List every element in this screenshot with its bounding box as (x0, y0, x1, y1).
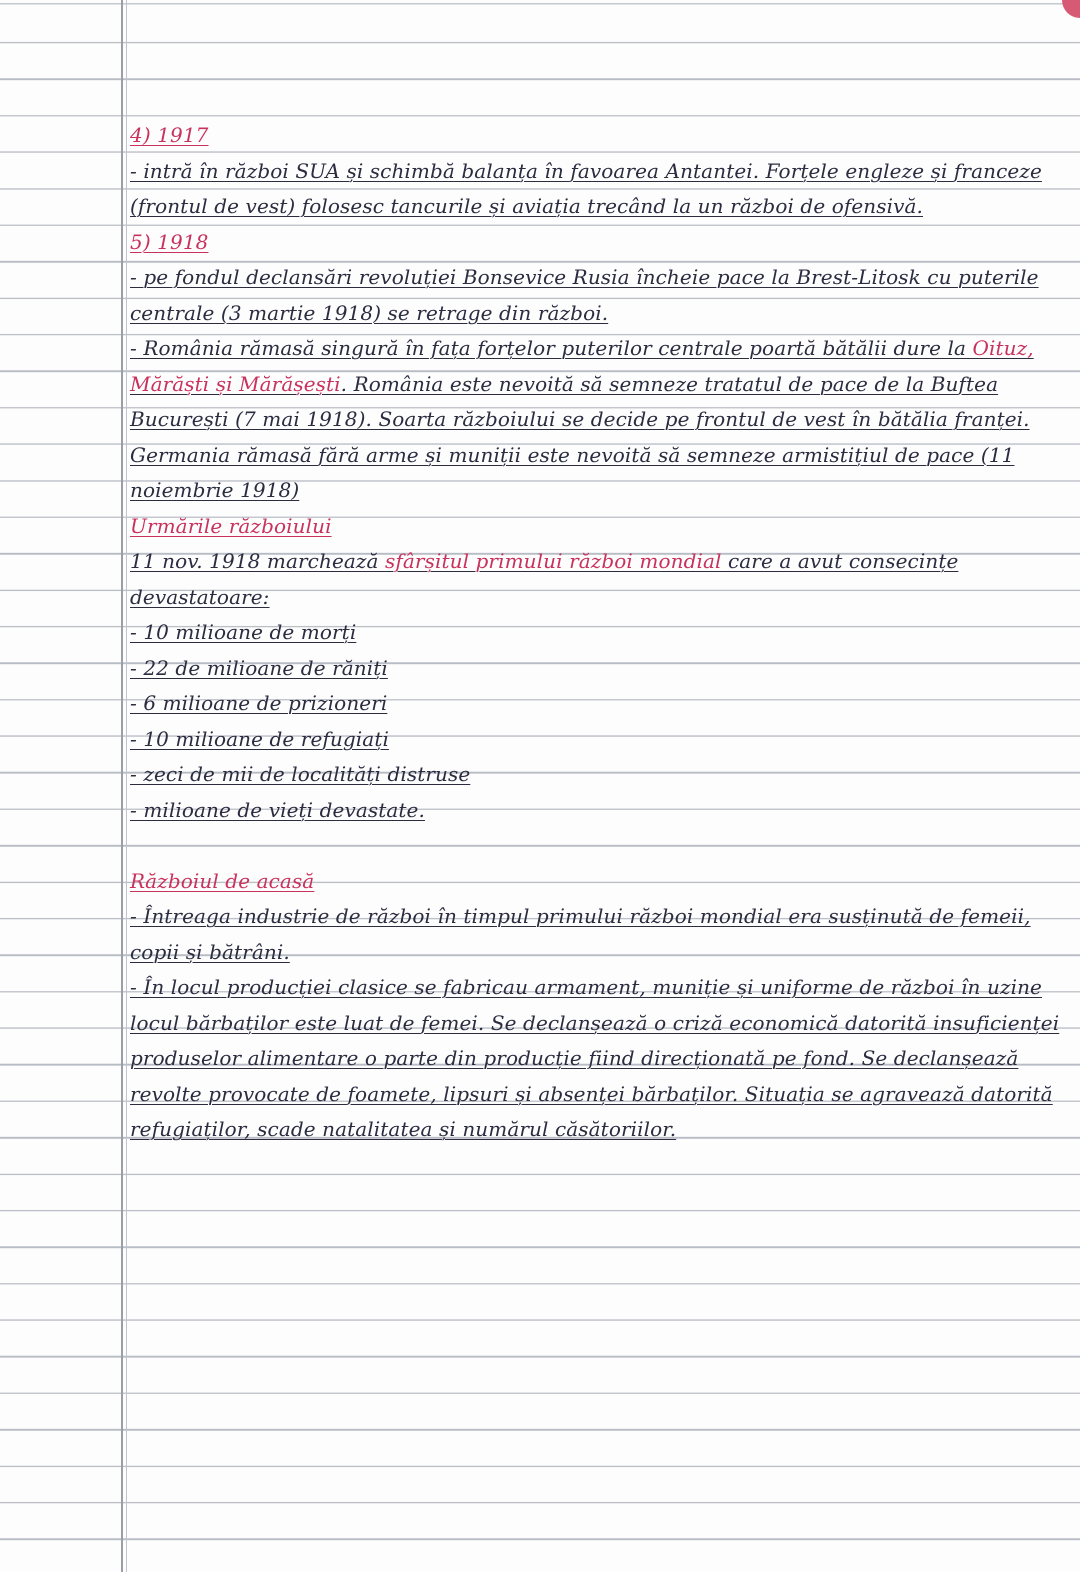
page-corner (1062, 0, 1080, 18)
urmari-highlight: sfârșitul primului război mondial (385, 549, 722, 573)
urmari-end: care a avut consecințe devastatoare: (130, 549, 959, 609)
list-item: - 22 de milioane de răniți (130, 655, 388, 680)
blank-line (130, 828, 1065, 864)
consequences-list (130, 615, 1065, 828)
paragraph-acasa-1: - Întreaga industrie de război în timpul primului război mondial era susținută de femeii, copii și bătrâni. (130, 904, 1031, 964)
battle-places: Oituz, Mărăști și Mărășești (130, 336, 1034, 396)
heading-urmari: Urmările războiului (130, 513, 332, 538)
heading-acasa: Războiul de acasă (130, 868, 315, 893)
urmari-start: 11 nov. 1918 marchează (130, 549, 386, 573)
handwritten-notes (130, 118, 1065, 1148)
paragraph-urmari (130, 544, 1065, 615)
heading-1917: 4) 1917 (130, 123, 209, 147)
paragraph-1917: - intră în război SUA și schimbă balanța în favoarea Antantei. Forțele engleze și franceze (frontul de vest) folosesc tancurile și aviația trecând la un război de ofensivă. (130, 158, 1042, 218)
margin-line-inner (126, 0, 127, 1572)
paragraph-1918-romania (130, 331, 1065, 509)
list-item: - 10 milioane de morți (130, 620, 357, 644)
list-item: - 6 milioane de prizioneri (130, 691, 388, 715)
romania-text-end: . România este nevoită să semneze tratatul de pace de la Buftea București (7 mai 1918). Soarta războiului se decide pe frontul de vest în bătălia franței. Germania rămasă fără arme și muniții este nevoită să semneze armistițiul de pace (11 noiembrie 1918) (130, 371, 1030, 502)
heading-1918: 5) 1918 (130, 229, 209, 254)
list-item: - milioane de vieți devastate. (130, 797, 425, 822)
romania-text-start: - România rămasă singură în fața forțelor puterilor centrale poartă bătălii dure la (130, 336, 973, 360)
list-item: - zeci de mii de localități distruse (130, 762, 471, 786)
margin-line (121, 0, 123, 1572)
list-item: - 10 milioane de refugiați (130, 726, 389, 751)
paragraph-1918-russia: - pe fondul declansări revoluției Bonsevice Rusia încheie pace la Brest-Litosk cu puterile centrale (3 martie 1918) se retrage din război. (130, 265, 1039, 325)
paragraph-acasa-2: - În locul producției clasice se fabricau armament, muniție și uniforme de război în uzine locul bărbaților este luat de femei. Se declanșează o criză economică datorită insuficienței produselor alimentare o parte din producție fiind direcționată pe fond. Se declanșează revolte provocate de foamete, lipsuri și absenței bărbaților. Situația se agravează datorită refugiaților, scade natalitatea și numărul căsătoriilor. (130, 975, 1060, 1141)
